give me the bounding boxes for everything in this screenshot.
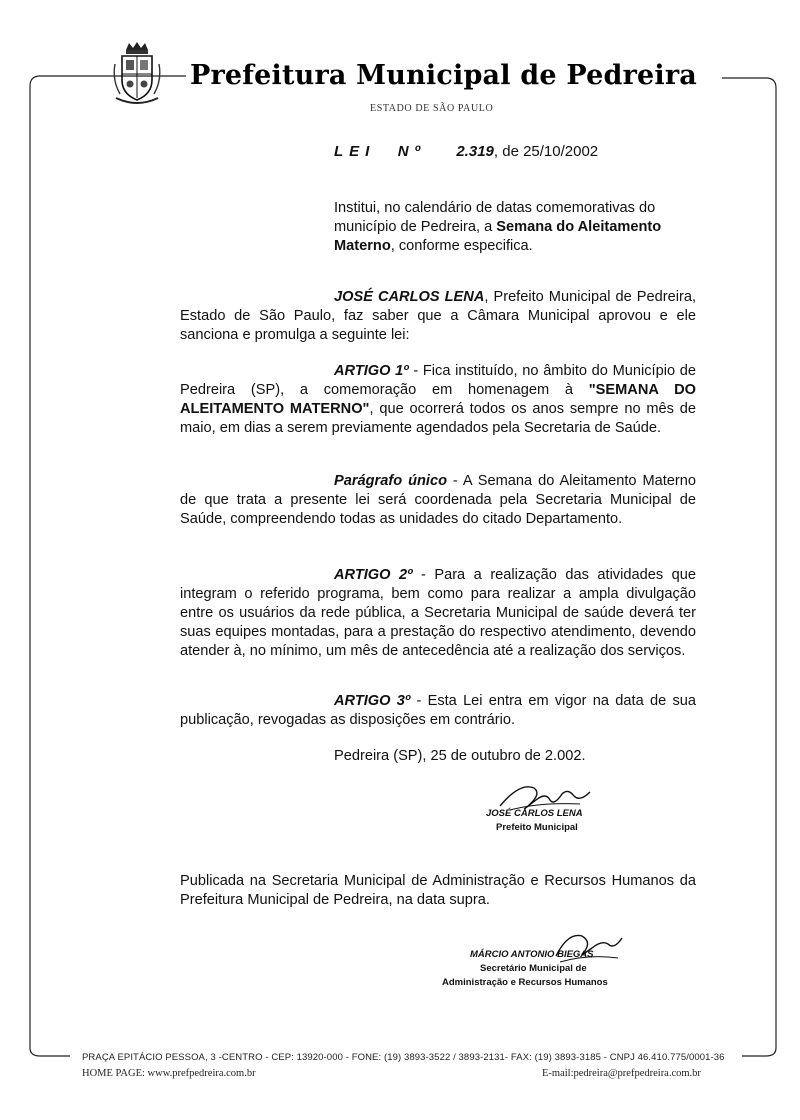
summary-bold: Semana do Aleitamento Materno	[334, 219, 662, 254]
sole-paragraph-text: - A Semana do Aleitamento Materno de que trata a presente lei será coordenada pela Secretaria Municipal de Saúde, compreendendo todas as unidades do citado Departamento.	[180, 473, 696, 527]
law-number: 2.319	[456, 143, 494, 160]
sole-paragraph	[180, 472, 696, 529]
mayor-name: JOSÉ CARLOS LENA	[334, 289, 485, 305]
summary-text-1: Institui, no calendário de datas comemorativas do município de Pedreira, a	[334, 200, 656, 235]
article-1-bold: "SEMANA DO ALEITAMENTO MATERNO"	[180, 382, 696, 417]
law-date: , de 25/10/2002	[493, 143, 599, 160]
law-number-label: Nº	[397, 143, 426, 160]
article-1-label: ARTIGO 1º	[334, 363, 409, 379]
secretary-signature-role-2: Administração e Recursos Humanos	[442, 977, 608, 988]
article-3	[180, 692, 696, 730]
footer-email: E-mail:pedreira@prefpedreira.com.br	[542, 1068, 701, 1079]
summary-text-2: , conforme especifica.	[390, 238, 533, 254]
municipal-crest-icon	[112, 40, 162, 106]
law-label: LEI	[334, 143, 376, 160]
law-heading	[334, 143, 598, 160]
article-2-text: - Para a realização das atividades que integram o referido programa, bem como para realizar a ampla divulgação entre os usuários da rede pública, a Secretaria Municipal de saúde deverá ter suas equipes montadas, para a prestação do respectivo atendimento, devendo atender à, no mínimo, um mês de antecedência até a realização dos serviços.	[180, 567, 696, 659]
mayor-signature-name: JOSÉ CARLOS LENA	[486, 808, 583, 819]
place-date: Pedreira (SP), 25 de outubro de 2.002.	[334, 748, 586, 764]
article-1-text-1: - Fica instituído, no âmbito do Município de Pedreira (SP), a comemoração em homenagem à	[180, 363, 696, 398]
page-title: Prefeitura Municipal de Pedreira	[190, 60, 697, 91]
publication-note: Publicada na Secretaria Municipal de Administração e Recursos Humanos da Prefeitura Municipal de Pedreira, na data supra.	[180, 873, 696, 908]
footer-address: PRAÇA EPITÁCIO PESSOA, 3 -CENTRO - CEP: 13920-000 - FONE: (19) 3893-3522 / 3893-2131- FAX: (19) 3893-3185 - CNPJ 46.410.775/0001-36	[82, 1052, 725, 1063]
mayor-signature-role: Prefeito Municipal	[496, 822, 578, 833]
article-2-label: ARTIGO 2º	[334, 567, 413, 583]
secretary-signature-name: MÁRCIO ANTONIO BIEGAS	[470, 949, 594, 960]
law-summary	[334, 199, 696, 256]
sole-paragraph-label: Parágrafo único	[334, 473, 447, 489]
preamble	[180, 288, 696, 345]
article-1-text-2: , que ocorrerá todos os anos sempre no mês de maio, em dias a serem previamente agendados pela Secretaria de Saúde.	[180, 401, 696, 436]
article-2	[180, 566, 696, 661]
article-3-label: ARTIGO 3º	[334, 693, 411, 709]
footer-homepage: HOME PAGE: www.prefpedreira.com.br	[82, 1068, 256, 1079]
secretary-signature-role-1: Secretário Municipal de	[480, 963, 587, 974]
preamble-text: , Prefeito Municipal de Pedreira, Estado de São Paulo, faz saber que a Câmara Municipal aprovou e ele sanciona e promulga a seguinte lei:	[180, 289, 696, 343]
article-3-text: - Esta Lei entra em vigor na data de sua publicação, revogadas as disposições em contrário.	[180, 693, 696, 728]
article-1	[180, 362, 696, 438]
state-subtitle: ESTADO DE SÃO PAULO	[370, 103, 494, 114]
